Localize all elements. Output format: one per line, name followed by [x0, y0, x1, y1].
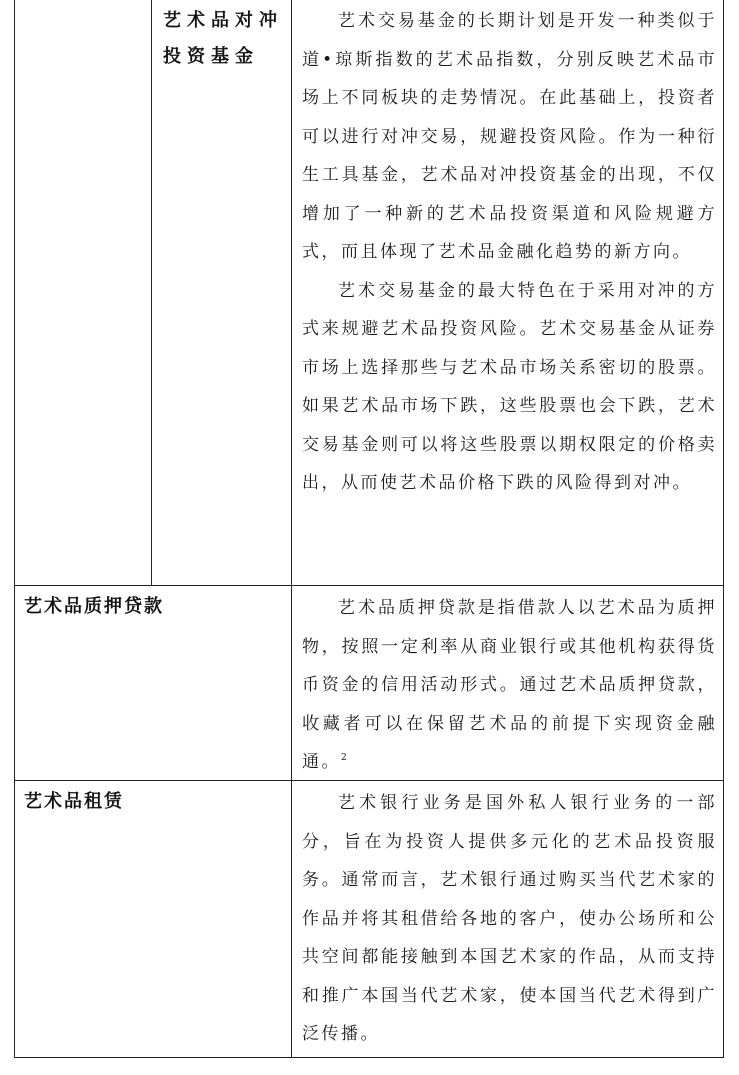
table-subcolumn-divider — [151, 0, 152, 585]
paragraph — [302, 589, 717, 782]
table-column-divider — [291, 0, 292, 1058]
row-content-hedge-fund — [302, 2, 717, 503]
paragraph-text: 艺术品质押贷款是指借款人以艺术品为质押物，按照一定利率从商业银行或其他机构获得货币资金的信用活动形式。通过艺术品质押贷款，收藏者可以在保留艺术品的前提下实现资金融通。 — [302, 598, 717, 772]
row-label-line: 投资基金 — [163, 46, 259, 67]
table-bottom-border — [14, 1057, 724, 1058]
row-label-leasing: 艺术品租赁 — [24, 791, 124, 812]
footnote-marker: 2 — [341, 753, 347, 763]
row-label-hedge-fund — [163, 3, 283, 75]
table-left-border — [14, 0, 15, 1058]
row-label-line: 艺术品对冲 — [163, 10, 283, 31]
content-table — [14, 0, 724, 1058]
row-divider-1 — [14, 585, 724, 586]
table-right-border — [723, 0, 724, 1058]
row-content-pledge-loan — [302, 589, 717, 782]
row-label-pledge-loan: 艺术品质押贷款 — [24, 596, 164, 617]
paragraph: 艺术交易基金的最大特色在于采用对冲的方式来规避艺术品投资风险。艺术交易基金从证券市场上选择那些与艺术品市场关系密切的股票。如果艺术品市场下跌，这些股票也会下跌，艺术交易基金则可以将这些股票以期权限定的价格卖出，从而使艺术品价格下跌的风险得到对冲。 — [302, 280, 717, 493]
paragraph: 艺术交易基金的长期计划是开发一种类似于道•琼斯指数的艺术品指数，分别反映艺术品市场上不同板块的走势情况。在此基础上，投资者可以进行对冲交易，规避投资风险。作为一种衍生工具基金，艺术品对冲投资基金的出现，不仅增加了一种新的艺术品投资渠道和风险规避方式，而且体现了艺术品金融化趋势的新方向。 — [302, 11, 717, 262]
paragraph: 艺术银行业务是国外私人银行业务的一部分，旨在为投资人提供多元化的艺术品投资服务。通常而言，艺术银行通过购买当代艺术家的作品并将其租借给各地的客户，使办公场所和公共空间都能接触到本国艺术家的作品，从而支持和推广本国当代艺术家，使本国当代艺术得到广泛传播。 — [302, 793, 717, 1044]
row-content-leasing — [302, 784, 717, 1054]
